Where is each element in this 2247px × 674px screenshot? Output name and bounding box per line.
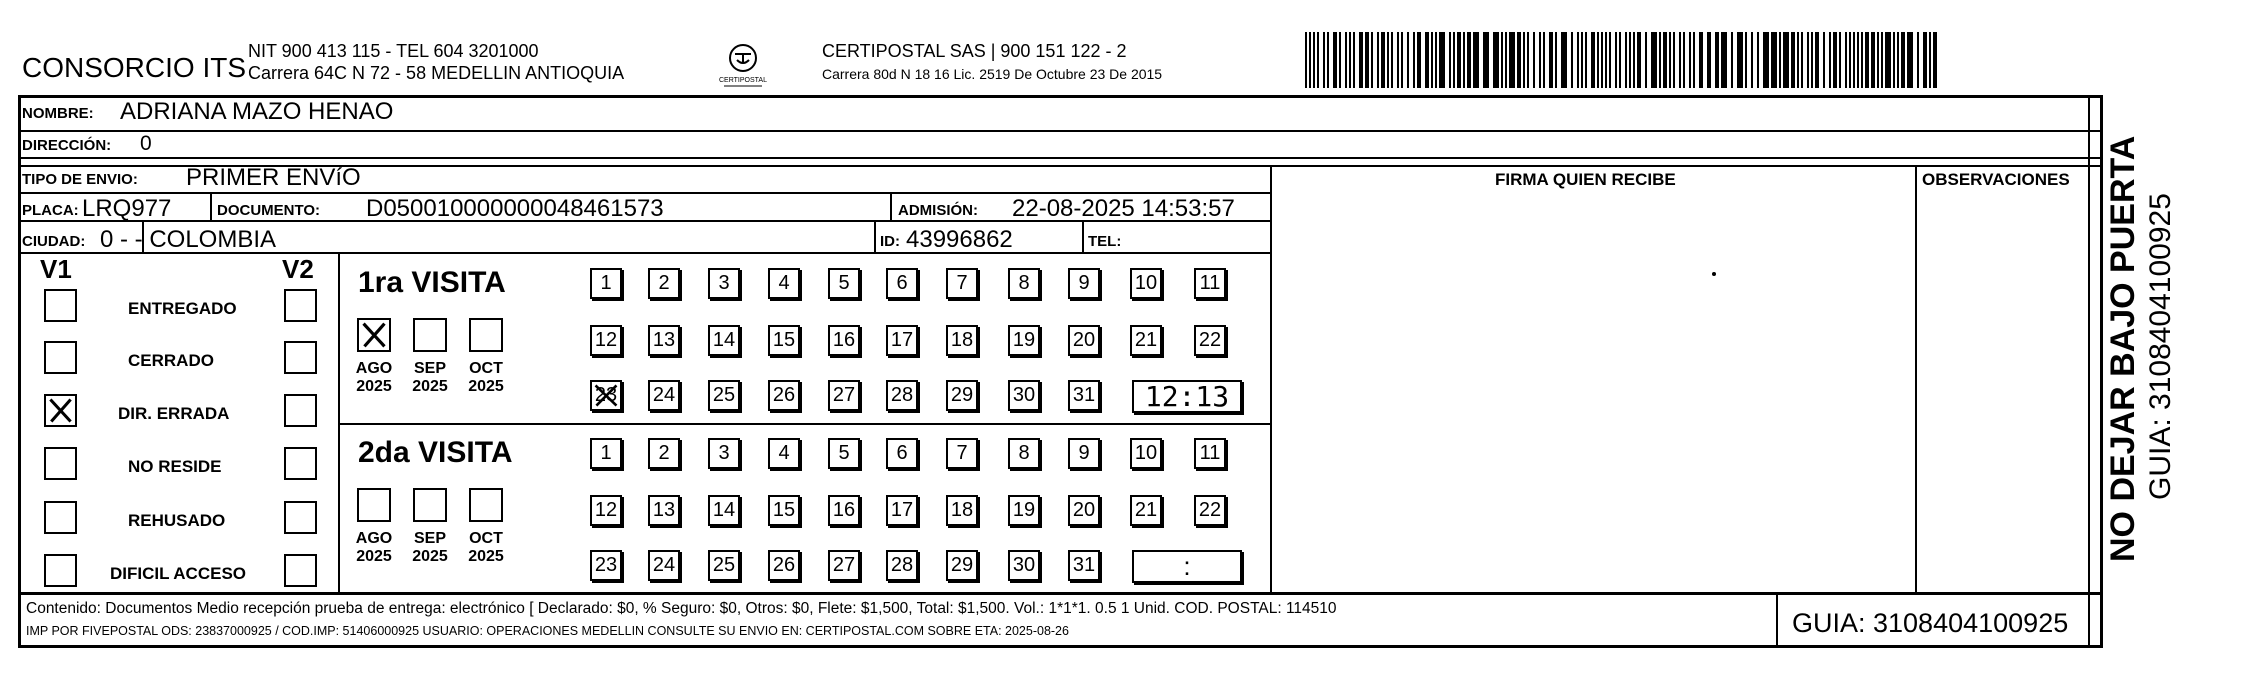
status-v2-checkbox[interactable] — [284, 341, 317, 374]
day-checkbox[interactable]: 30 — [1008, 380, 1040, 411]
day-checkbox[interactable]: 9 — [1068, 268, 1100, 299]
barcode-bar — [1619, 32, 1621, 88]
barcode-bar — [1527, 32, 1529, 88]
barcode-bar — [1731, 32, 1733, 88]
barcode-bar — [1625, 32, 1627, 88]
barcode-bar — [1381, 32, 1385, 88]
day-checkbox[interactable]: 16 — [828, 325, 860, 356]
barcode-bar — [1751, 32, 1753, 88]
barcode-bar — [1881, 32, 1883, 88]
barcode-bar — [1453, 32, 1455, 88]
day-checkbox[interactable]: 4 — [768, 268, 800, 299]
signature-mark — [1712, 272, 1716, 276]
barcode-bar — [1877, 32, 1879, 88]
barcode-bar — [1861, 32, 1863, 88]
day-checkbox[interactable]: 4 — [768, 438, 800, 469]
day-checkbox[interactable]: 20 — [1068, 325, 1100, 356]
day-checkbox[interactable]: 2 — [648, 438, 680, 469]
status-v2-checkbox[interactable] — [284, 289, 317, 322]
barcode-bar — [1305, 32, 1307, 88]
barcode-bar — [1823, 32, 1825, 88]
barcode-bar — [1539, 32, 1541, 88]
barcode-bar — [1425, 32, 1429, 88]
visit-title: 1ra VISITA — [358, 266, 506, 299]
status-v1-checkbox[interactable] — [44, 447, 77, 480]
certipostal-address: Carrera 80d N 18 16 Lic. 2519 De Octubre 23 De 2015 — [822, 66, 1163, 82]
day-checkbox[interactable]: 6 — [886, 438, 918, 469]
day-checkbox[interactable]: 18 — [946, 495, 978, 526]
barcode-bar — [1561, 32, 1567, 88]
barcode-bar — [1345, 32, 1347, 88]
status-v1-checkbox[interactable] — [44, 394, 77, 427]
day-checkbox[interactable]: 10 — [1130, 268, 1162, 299]
day-checkbox[interactable]: 11 — [1194, 268, 1226, 299]
barcode-bar — [1737, 32, 1743, 88]
tipo-envio-label: TIPO DE ENVIO: — [22, 171, 138, 188]
day-checkbox[interactable]: 22 — [1194, 325, 1226, 356]
day-checkbox[interactable]: 13 — [648, 325, 680, 356]
footer-guia: GUIA: 3108404100925 — [1792, 608, 2069, 638]
status-v1-checkbox[interactable] — [44, 289, 77, 322]
barcode-bar — [1853, 32, 1855, 88]
day-checkbox[interactable]: 7 — [946, 268, 978, 299]
barcode-bar — [1683, 32, 1685, 88]
barcode-bar — [1745, 32, 1747, 88]
day-checkbox[interactable]: 20 — [1068, 495, 1100, 526]
day-checkbox[interactable]: 31 — [1068, 380, 1100, 411]
barcode-bar — [1763, 32, 1769, 88]
barcode-bar — [1609, 32, 1611, 88]
barcode-bar — [1871, 32, 1875, 88]
direccion-label: DIRECCIÓN: — [22, 137, 112, 154]
month-checkbox[interactable] — [357, 318, 391, 352]
day-checkbox[interactable]: 14 — [708, 325, 740, 356]
barcode-bar — [1757, 32, 1759, 88]
status-v2-checkbox[interactable] — [284, 394, 317, 427]
barcode-bar — [1917, 32, 1919, 88]
barcode-bar — [1591, 32, 1595, 88]
barcode-bar — [1439, 32, 1445, 88]
barcode-bar — [1779, 32, 1781, 88]
barcode-bar — [1417, 32, 1421, 88]
day-checkbox[interactable]: 9 — [1068, 438, 1100, 469]
day-checkbox[interactable]: 21 — [1130, 495, 1162, 526]
barcode-bar — [1555, 32, 1557, 88]
barcode-bar — [1699, 32, 1703, 88]
barcode-bar — [1689, 32, 1691, 88]
visit-title: 2da VISITA — [358, 436, 513, 469]
month-checkbox[interactable] — [413, 488, 447, 522]
barcode-bar — [1651, 32, 1657, 88]
barcode-bar — [1413, 32, 1415, 88]
barcode-bar — [1663, 32, 1667, 88]
day-checkbox[interactable]: 13 — [648, 495, 680, 526]
day-checkbox[interactable]: 22 — [1194, 495, 1226, 526]
day-checkbox[interactable]: 1 — [590, 268, 622, 299]
barcode-bar — [1401, 32, 1403, 88]
status-v1-checkbox[interactable] — [44, 554, 77, 587]
barcode-bar — [1387, 32, 1389, 88]
month-label: SEP 2025 — [412, 360, 448, 396]
footer-imp: IMP POR FIVEPOSTAL ODS: 23837000925 / COD.IMP: 51406000925 USUARIO: OPERACIONES MEDELLIN CONSULTE SU ENVIO EN: CERTIPOSTAL.COM SOBRE ETA: 2025-08-26 — [26, 624, 1069, 638]
day-checkbox[interactable]: 21 — [1130, 325, 1162, 356]
barcode-bar — [1693, 32, 1695, 88]
day-checkbox[interactable]: 19 — [1008, 495, 1040, 526]
barcode-bar — [1473, 32, 1479, 88]
barcode-bar — [1807, 32, 1809, 88]
barcode-bar — [1901, 32, 1905, 88]
barcode-bar — [1353, 32, 1355, 88]
barcode-bar — [1549, 32, 1553, 88]
day-checkbox[interactable]: 31 — [1068, 550, 1100, 581]
day-checkbox[interactable]: 3 — [708, 268, 740, 299]
barcode-bar — [1349, 32, 1351, 88]
nombre-label: NOMBRE: — [22, 105, 94, 122]
barcode-bar — [1483, 32, 1489, 88]
day-checkbox[interactable]: 15 — [768, 325, 800, 356]
barcode-bar — [1493, 32, 1499, 88]
barcode-bar — [1365, 32, 1369, 88]
barcode-bar — [1669, 32, 1671, 88]
barcode-bar — [1577, 32, 1579, 88]
barcode-bar — [1317, 32, 1319, 88]
barcode-bar — [1457, 32, 1461, 88]
day-checkbox[interactable]: 26 — [768, 380, 800, 411]
status-label: DIR. ERRADA — [118, 404, 230, 423]
day-checkbox[interactable]: 1 — [590, 438, 622, 469]
barcode-bar — [1571, 32, 1573, 88]
month-label: AGO 2025 — [355, 360, 393, 396]
barcode-bar — [1585, 32, 1587, 88]
day-checkbox[interactable]: 5 — [828, 438, 860, 469]
barcode-bar — [1323, 32, 1325, 88]
barcode-bar — [1857, 32, 1859, 88]
logo-text: CERTIPOSTAL — [719, 77, 767, 84]
day-checkbox[interactable]: 24 — [648, 380, 680, 411]
month-checkbox[interactable] — [469, 488, 503, 522]
nombre-value: ADRIANA MAZO HENAO — [120, 98, 394, 125]
barcode-bar — [1673, 32, 1675, 88]
month-checkbox[interactable] — [413, 318, 447, 352]
observaciones-header: OBSERVACIONES — [1922, 170, 2070, 189]
firma-header: FIRMA QUIEN RECIBE — [1495, 170, 1676, 189]
day-checkbox[interactable]: 19 — [1008, 325, 1040, 356]
day-checkbox[interactable]: 24 — [648, 550, 680, 581]
day-checkbox[interactable]: 28 — [886, 550, 918, 581]
documento-label: DOCUMENTO: — [217, 202, 321, 219]
month-checkbox[interactable] — [469, 318, 503, 352]
day-checkbox[interactable]: 6 — [886, 268, 918, 299]
barcode-bar — [1815, 32, 1819, 88]
placa-label: PLACA: — [22, 202, 79, 219]
barcode-bar — [1543, 32, 1545, 88]
barcode-bar — [1933, 32, 1937, 88]
day-checkbox[interactable]: 10 — [1130, 438, 1162, 469]
barcode-bar — [1629, 32, 1631, 88]
barcode-bar — [1849, 32, 1851, 88]
barcode-bar — [1893, 32, 1895, 88]
barcode-bar — [1327, 32, 1329, 88]
side-guia: GUIA: 3108404100925 — [2144, 193, 2177, 500]
barcode-bar — [1791, 32, 1795, 88]
barcode-bar — [1407, 32, 1409, 88]
barcode-bar — [1533, 32, 1535, 88]
day-checkbox[interactable]: 11 — [1194, 438, 1226, 469]
status-label: REHUSADO — [128, 511, 226, 530]
certipostal-info: CERTIPOSTAL SAS | 900 151 122 - 2 — [822, 41, 1127, 61]
side-warning: NO DEJAR BAJO PUERTA — [2104, 135, 2142, 562]
barcode-bar — [1801, 32, 1803, 88]
v2-label: V2 — [282, 254, 314, 284]
day-checkbox[interactable]: 12 — [590, 495, 622, 526]
documento-value: D050010000000048461573 — [366, 195, 664, 222]
barcode-bar — [1435, 32, 1437, 88]
day-checkbox[interactable]: 27 — [828, 380, 860, 411]
status-v2-checkbox[interactable] — [284, 501, 317, 534]
month-label: OCT 2025 — [468, 360, 504, 396]
placa-value: LRQ977 — [82, 195, 172, 222]
barcode-bar — [1897, 32, 1899, 88]
barcode-bar — [1371, 32, 1373, 88]
barcode-bar — [1505, 32, 1507, 88]
day-checkbox[interactable]: 30 — [1008, 550, 1040, 581]
month-checkbox[interactable] — [357, 488, 391, 522]
day-checkbox[interactable]: 7 — [946, 438, 978, 469]
admision-label: ADMISIÓN: — [898, 202, 978, 219]
day-checkbox[interactable]: 25 — [708, 550, 740, 581]
status-label: ENTREGADO — [128, 299, 237, 318]
barcode-bar — [1309, 32, 1311, 88]
id-label: ID: — [880, 233, 900, 250]
barcode-bar — [1431, 32, 1433, 88]
barcode-bar — [1359, 32, 1363, 88]
barcode-bar — [1597, 32, 1599, 88]
day-checkbox[interactable]: 5 — [828, 268, 860, 299]
barcode-bar — [1523, 32, 1525, 88]
barcode-bar — [1811, 32, 1813, 88]
day-checkbox[interactable]: 27 — [828, 550, 860, 581]
admision-value: 22-08-2025 14:53:57 — [1012, 195, 1235, 222]
day-checkbox[interactable]: 23 — [590, 380, 622, 411]
visit-time-box[interactable]: : — [1132, 550, 1242, 583]
barcode-bar — [1715, 32, 1719, 88]
day-checkbox[interactable]: 16 — [828, 495, 860, 526]
day-checkbox[interactable]: 29 — [946, 380, 978, 411]
month-label: SEP 2025 — [412, 530, 448, 566]
barcode-bar — [1397, 32, 1399, 88]
status-v2-checkbox[interactable] — [284, 447, 317, 480]
barcode-bar — [1907, 32, 1913, 88]
barcode-bar — [1771, 32, 1777, 88]
barcode-bar — [1601, 32, 1603, 88]
footer-contenido: Contenido: Documentos Medio recepción prueba de entrega: electrónico [ Declarado: $0, % Seguro: $0, Otros: $0, Flete: $1,500, Total: $1,500. Vol.: 1*1*1. 0.5 1 Unid. COD. POSTAL: 114510 — [26, 600, 1337, 617]
barcode-bar — [1637, 32, 1641, 88]
barcode-bar — [1333, 32, 1337, 88]
barcode-bar — [1783, 32, 1789, 88]
status-v2-checkbox[interactable] — [284, 554, 317, 587]
barcode-bar — [1839, 32, 1841, 88]
day-checkbox[interactable]: 25 — [708, 380, 740, 411]
barcode-bar — [1581, 32, 1583, 88]
day-checkbox[interactable]: 14 — [708, 495, 740, 526]
barcode-bar — [1377, 32, 1379, 88]
direccion-value: 0 — [140, 132, 152, 155]
barcode-bar — [1339, 32, 1341, 88]
day-checkbox[interactable]: 17 — [886, 325, 918, 356]
barcode-bar — [1449, 32, 1451, 88]
barcode-bar — [1833, 32, 1837, 88]
barcode-bar — [1501, 32, 1503, 88]
barcode-bar — [1845, 32, 1847, 88]
v1-label: V1 — [40, 254, 72, 284]
barcode-bar — [1923, 32, 1927, 88]
ciudad-label: CIUDAD: — [22, 233, 86, 250]
day-checkbox[interactable]: 17 — [886, 495, 918, 526]
day-checkbox[interactable]: 8 — [1008, 438, 1040, 469]
barcode-bar — [1633, 32, 1635, 88]
status-label: NO RESIDE — [128, 457, 222, 476]
id-value: 43996862 — [906, 226, 1013, 253]
barcode-bar — [1313, 32, 1315, 88]
day-checkbox[interactable]: 29 — [946, 550, 978, 581]
barcode-bar — [1509, 32, 1515, 88]
barcode-bar — [1721, 32, 1727, 88]
month-label: AGO 2025 — [355, 530, 393, 566]
certipostal-logo — [716, 38, 770, 92]
company-name: CONSORCIO ITS — [22, 52, 247, 83]
company-nit-tel: NIT 900 413 115 - TEL 604 3201000 — [248, 41, 539, 61]
barcode-bar — [1467, 32, 1471, 88]
day-checkbox[interactable]: 18 — [946, 325, 978, 356]
barcode-bar — [1605, 32, 1607, 88]
barcode-bar — [1615, 32, 1617, 88]
day-checkbox[interactable]: 28 — [886, 380, 918, 411]
day-checkbox[interactable]: 12 — [590, 325, 622, 356]
barcode-bar — [1797, 32, 1799, 88]
barcode-bar — [1865, 32, 1869, 88]
ciudad-value: 0 - - COLOMBIA — [100, 226, 277, 253]
barcode-bar — [1659, 32, 1661, 88]
company-address: Carrera 64C N 72 - 58 MEDELLIN ANTIOQUIA — [248, 63, 625, 83]
day-checkbox[interactable]: 8 — [1008, 268, 1040, 299]
barcode-bar — [1679, 32, 1681, 88]
barcode-bar — [1885, 32, 1891, 88]
barcode-bar — [1463, 32, 1465, 88]
status-v1-checkbox[interactable] — [44, 501, 77, 534]
barcode-bar — [1829, 32, 1831, 88]
day-checkbox[interactable]: 26 — [768, 550, 800, 581]
day-checkbox[interactable]: 15 — [768, 495, 800, 526]
barcode — [1305, 32, 1937, 88]
day-checkbox[interactable]: 3 — [708, 438, 740, 469]
barcode-bar — [1707, 32, 1711, 88]
visit-time-box[interactable]: 12:13 — [1132, 380, 1242, 413]
status-label: DIFICIL ACCESO — [110, 564, 247, 583]
day-checkbox[interactable]: 23 — [590, 550, 622, 581]
month-label: OCT 2025 — [468, 530, 504, 566]
barcode-bar — [1929, 32, 1931, 88]
barcode-bar — [1517, 32, 1521, 88]
barcode-bar — [1391, 32, 1393, 88]
status-v1-checkbox[interactable] — [44, 341, 77, 374]
barcode-bar — [1645, 32, 1647, 88]
tipo-envio-value: PRIMER ENVíO — [186, 164, 361, 191]
status-label: CERRADO — [128, 351, 214, 370]
day-checkbox[interactable]: 2 — [648, 268, 680, 299]
tel-label: TEL: — [1088, 233, 1122, 250]
